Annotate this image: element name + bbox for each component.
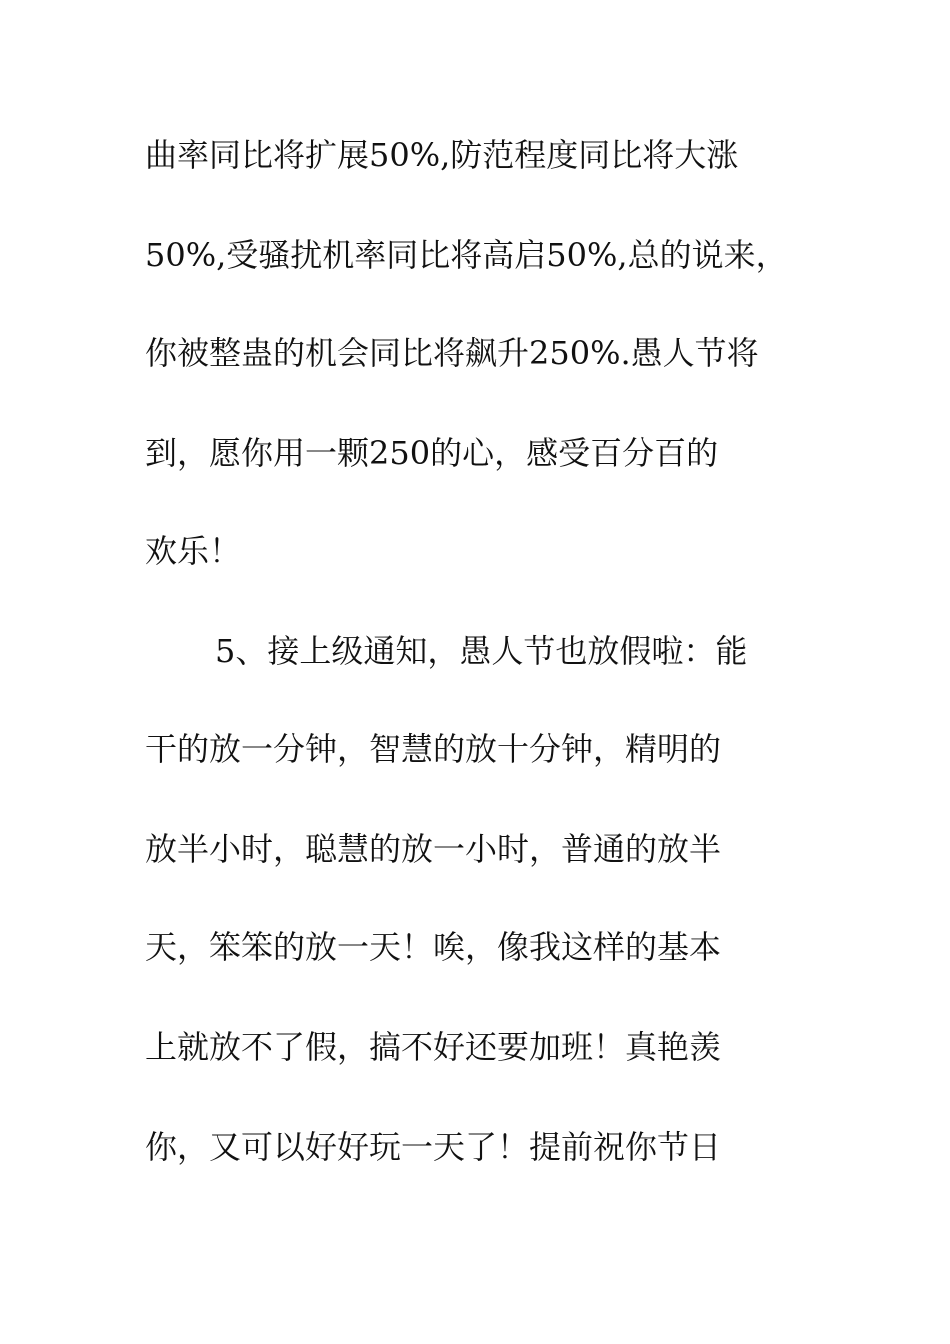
text-line-2: 50%,受骚扰机率同比将高启50%,总的说来， <box>145 236 788 274</box>
text-line-9: 天，笨笨的放一天！唉，像我这样的基本 <box>145 928 722 966</box>
text-line-3: 你被整蛊的机会同比将飙升250%.愚人节将 <box>145 334 759 372</box>
text-line-1: 曲率同比将扩展50%,防范程度同比将大涨 <box>145 136 739 174</box>
text-line-11: 你，又可以好好玩一天了！提前祝你节日 <box>145 1128 722 1166</box>
text-line-4: 到，愿你用一颗250的心，感受百分百的 <box>145 434 719 472</box>
text-line-10: 上就放不了假，搞不好还要加班！真艳羡 <box>145 1028 722 1066</box>
text-line-7: 干的放一分钟，智慧的放十分钟，精明的 <box>145 730 722 768</box>
text-line-8: 放半小时，聪慧的放一小时，普通的放半 <box>145 830 722 868</box>
paragraph-5-first-line: 5、接上级通知，愚人节也放假啦：能 <box>215 632 748 670</box>
text-line-5: 欢乐！ <box>145 532 242 570</box>
